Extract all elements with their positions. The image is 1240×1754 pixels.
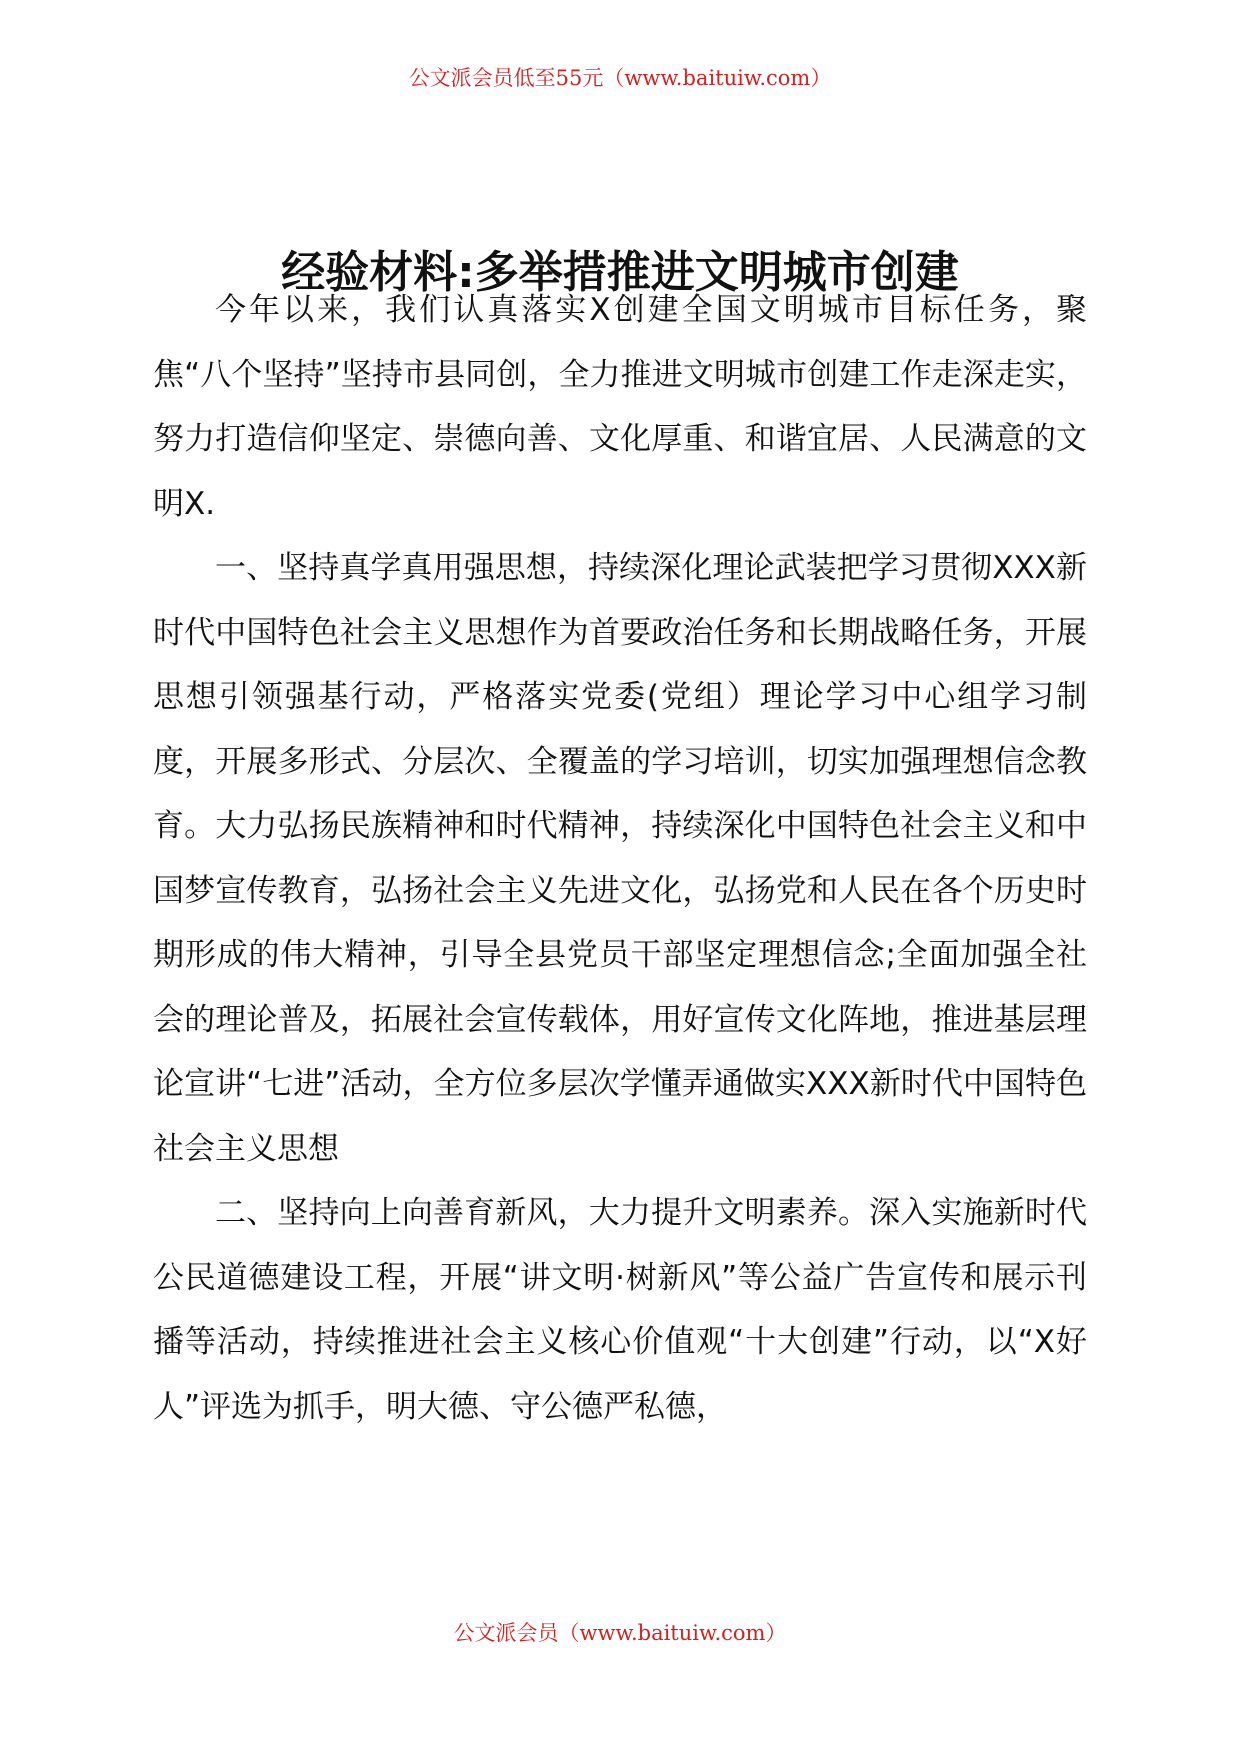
header-watermark-banner: 公文派会员低至55元（www.baituiw.com） [408, 66, 832, 90]
document-body [153, 278, 1087, 1439]
paragraph-intro: 今年以来，我们认真落实X创建全国文明城市目标任务，聚焦“八个坚持”坚持市县同创，全力推进文明城市创建工作走深走实，努力打造信仰坚定、崇德向善、文化厚重、和谐宜居、人民满意的文明X. [153, 292, 1087, 522]
paragraph-section-two: 二、坚持向上向善育新风，大力提升文明素养。深入实施新时代公民道德建设工程，开展“讲文明·树新风”等公益广告宣传和展示刊播等活动，持续推进社会主义核心价值观“十大创建”行动，以“X好人”评选为抓手，明大德、守公德严私德， [153, 1195, 1087, 1425]
document-title: 经验材料:多举措推进文明城市创建 [281, 247, 959, 299]
paragraph-section-one: 一、坚持真学真用强思想，持续深化理论武装把学习贯彻XXX新时代中国特色社会主义思想作为首要政治任务和长期战略任务，开展思想引领强基行动，严格落实党委(党组）理论学习中心组学习制度，开展多形式、分层次、全覆盖的学习培训，切实加强理想信念教育。大力弘扬民族精神和时代精神，持续深化中国特色社会主义和中国梦宣传教育，弘扬社会主义先进文化，弘扬党和人民在各个历史时期形成的伟大精神，引导全县党员干部坚定理想信念;全面加强全社会的理论普及，拓展社会宣传载体，用好宣传文化阵地，推进基层理论宣讲“七进”活动，全方位多层次学懂弄通做实XXX新时代中国特色社会主义思想 [153, 550, 1087, 1167]
footer-watermark-banner: 公文派会员（www.baituiw.com） [453, 1621, 787, 1645]
